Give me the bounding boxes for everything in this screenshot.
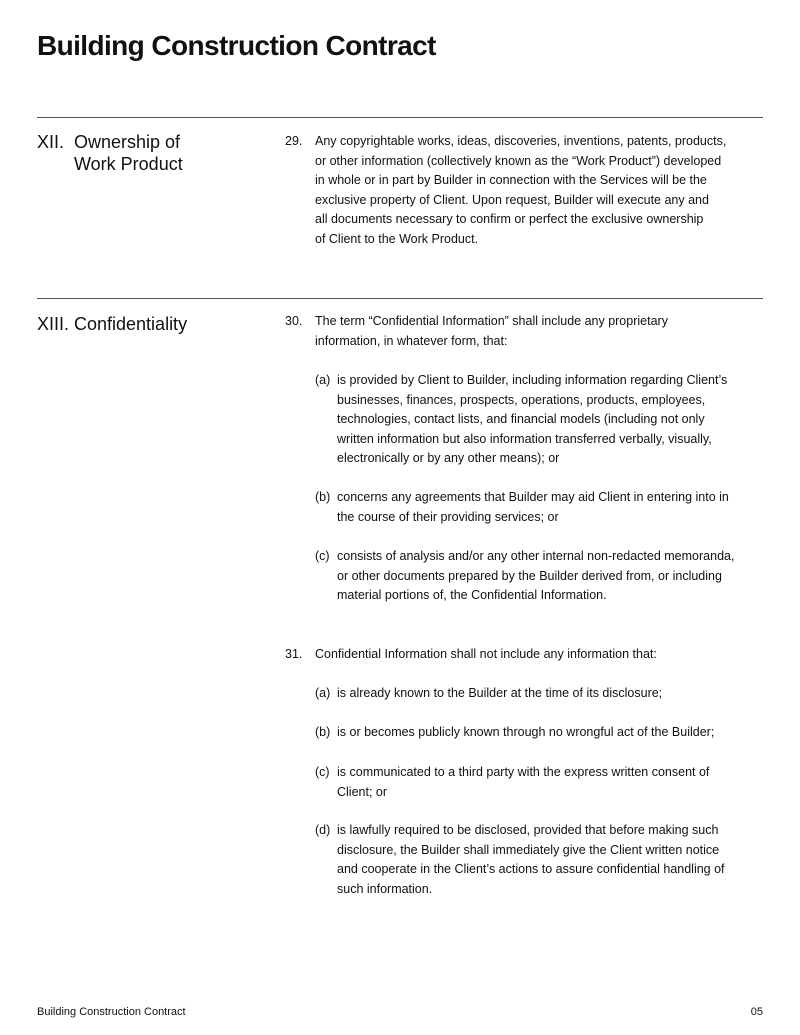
- text-line: such information.: [337, 881, 433, 896]
- document-title: Building Construction Contract: [37, 30, 436, 61]
- text-line: written information but also information transferred verbally, visually,: [337, 431, 712, 446]
- text-line: exclusive property of Client. Upon request, Builder will execute any and: [315, 192, 709, 207]
- text-line: Client; or: [337, 784, 388, 799]
- footer-page-number: 05: [750, 1006, 763, 1018]
- text-line: all documents necessary to confirm or perfect the exclusive ownership: [315, 212, 704, 226]
- footer-document-title: Building Construction Contract: [37, 1006, 186, 1018]
- text-line: the course of their providing services; or: [337, 509, 559, 524]
- text-line: is lawfully required to be disclosed, provided that before making such: [337, 823, 719, 837]
- item-label: (b): [315, 490, 331, 504]
- text-line: Confidential Information shall not include any information that:: [315, 647, 657, 661]
- text-line: is communicated to a third party with the express written consent of: [337, 765, 710, 779]
- text-line: is provided by Client to Builder, including information regarding Client’s: [337, 373, 728, 387]
- clause-number: 30.: [285, 314, 303, 328]
- section-number: XIII.: [37, 314, 70, 334]
- text-line: concerns any agreements that Builder may aid Client in entering into in: [337, 490, 729, 504]
- text-line: Work Product: [74, 154, 183, 174]
- text-line: or other information (collectively known as the “Work Product”) developed: [315, 153, 722, 168]
- text-line: technologies, contact lists, and financial models (including not only: [337, 412, 705, 426]
- item-text: [337, 763, 709, 802]
- clause-number: 29.: [285, 134, 303, 148]
- item-label: (a): [315, 686, 331, 700]
- section-divider: [37, 298, 763, 299]
- section-divider: [37, 117, 763, 118]
- clause-text: [315, 312, 668, 351]
- text-line: is or becomes publicly known through no wrongful act of the Builder;: [337, 725, 715, 739]
- item-text: [337, 723, 714, 743]
- item-label: (a): [315, 373, 331, 387]
- text-line: consists of analysis and/or any other internal non-redacted memoranda,: [337, 549, 735, 563]
- item-text: [337, 684, 662, 704]
- text-line: Confidentiality: [74, 314, 188, 334]
- text-line: in whole or in part by Builder in connection with the Services will be the: [315, 173, 707, 187]
- text-line: is already known to the Builder at the time of its disclosure;: [337, 686, 663, 700]
- text-line: material portions of, the Confidential Information.: [337, 588, 607, 602]
- text-line: The term “Confidential Information” shall include any proprietary: [315, 314, 668, 328]
- text-line: Any copyrightable works, ideas, discoveries, inventions, patents, products,: [315, 134, 727, 148]
- clause-number: 31.: [285, 647, 303, 661]
- item-label: (d): [315, 823, 331, 837]
- text-line: or other documents prepared by the Builder derived from, or including: [337, 568, 722, 583]
- text-line: and cooperate in the Client’s actions to assure confidential handling of: [337, 862, 725, 876]
- clause-text: [315, 645, 657, 665]
- section-number: XII.: [37, 132, 65, 152]
- item-label: (c): [315, 765, 330, 779]
- text-line: businesses, finances, prospects, operations, products, employees,: [337, 392, 706, 407]
- item-text: [337, 821, 725, 899]
- item-text: [337, 371, 727, 469]
- item-text: [337, 488, 729, 527]
- text-line: Ownership of: [74, 132, 181, 152]
- item-label: (b): [315, 725, 331, 739]
- section-title: [74, 313, 187, 335]
- text-line: electronically or by any other means); or: [337, 451, 560, 465]
- text-line: information, in whatever form, that:: [315, 333, 508, 348]
- clause-text: [315, 132, 726, 249]
- text-line: of Client to the Work Product.: [315, 231, 479, 246]
- item-text: [337, 547, 734, 606]
- text-line: disclosure, the Builder shall immediately give the Client written notice: [337, 842, 720, 857]
- item-label: (c): [315, 549, 330, 563]
- section-title: [74, 131, 183, 175]
